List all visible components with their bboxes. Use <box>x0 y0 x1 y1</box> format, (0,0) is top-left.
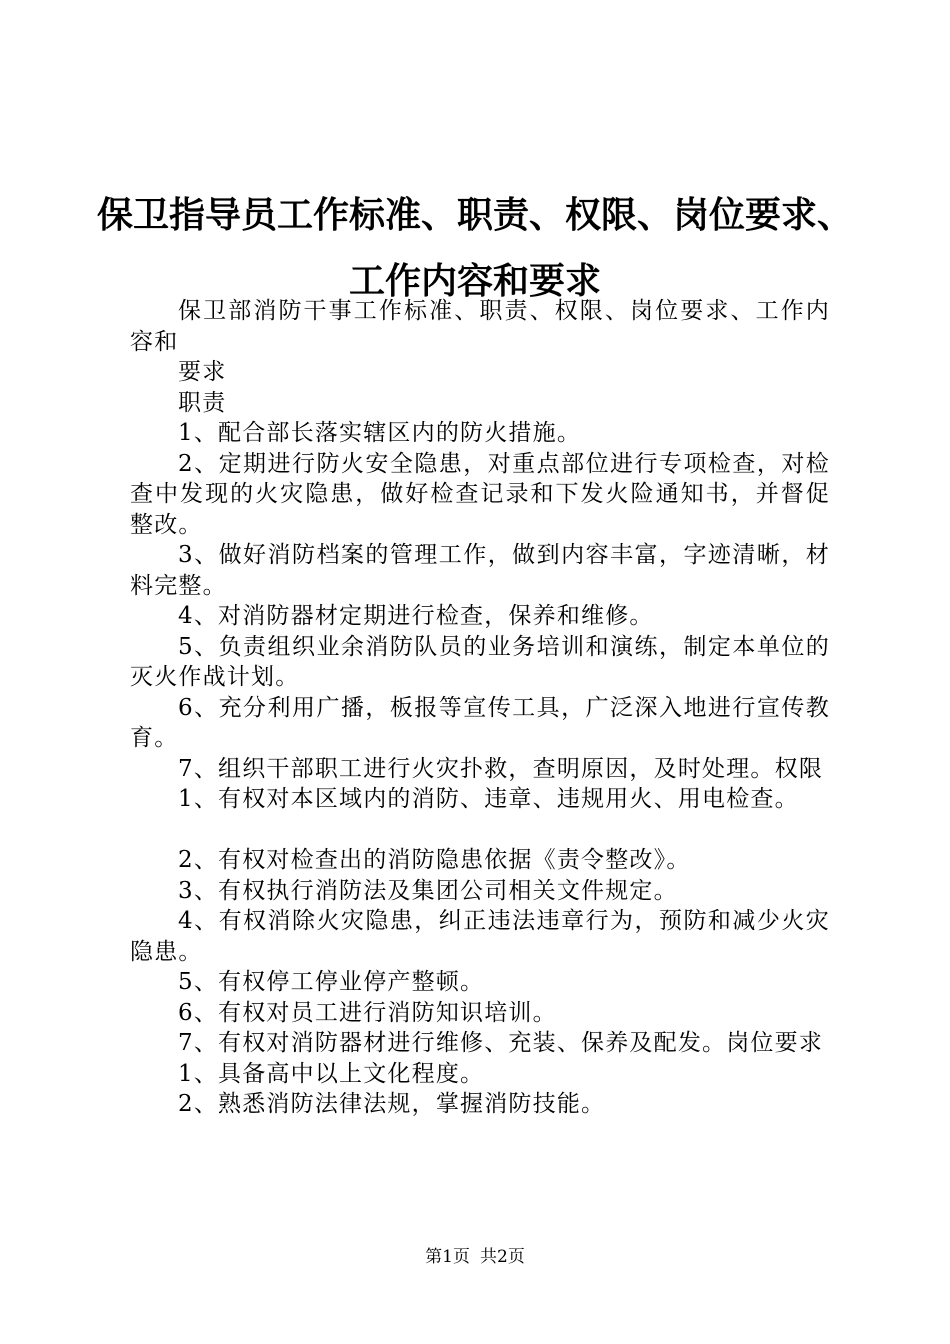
authority-item-1: 1、有权对本区域内的消防、违章、违规用火、用电检查。 <box>178 786 799 812</box>
document-title <box>90 182 860 314</box>
authority-item-2: 2、有权对检查出的消防隐患依据《责令整改》。 <box>178 847 691 873</box>
paragraph-intro: 保卫部消防干事工作标准、职责、权限、岗位要求、工作内容和 <box>130 298 830 355</box>
duty-item-3: 3、做好消防档案的管理工作，做到内容丰富，字迹清晰，材料完整。 <box>130 542 830 599</box>
requirement-item-2: 2、熟悉消防法律法规，掌握消防技能。 <box>178 1091 606 1117</box>
title-line-2: 工作内容和要求 <box>348 260 601 302</box>
duty-item-7: 7、组织干部职工进行火灾扑救，查明原因，及时处理。权限 <box>178 755 824 782</box>
section-heading-duties: 职责 <box>178 389 227 416</box>
authority-item-5: 5、有权停工停业停产整顿。 <box>178 969 485 995</box>
duty-item-2: 2、定期进行防火安全隐患，对重点部位进行专项检查，对检查中发现的火灾隐患，做好检查记录和下发火险通知书，并督促整改。 <box>130 450 830 538</box>
authority-item-3: 3、有权执行消防法及集团公司相关文件规定。 <box>178 877 678 904</box>
authority-item-7: 7、有权对消防器材进行维修、充装、保养及配发。岗位要求 <box>178 1030 824 1056</box>
page-total: 共2页 <box>480 1247 525 1267</box>
requirement-item-1: 1、具备高中以上文化程度。 <box>178 1060 485 1087</box>
duty-item-5: 5、负责组织业余消防队员的业务培训和演练，制定本单位的灭火作战计划。 <box>130 633 830 690</box>
duty-item-4: 4、对消防器材定期进行检查，保养和维修。 <box>178 603 654 629</box>
authority-item-4: 4、有权消除火灾隐患，纠正违法违章行为，预防和减少火灾隐患。 <box>130 908 830 965</box>
page-footer <box>0 1245 950 1269</box>
document-body <box>130 296 830 1120</box>
authority-item-6: 6、有权对员工进行消防知识培训。 <box>178 999 557 1026</box>
title-line-1: 保卫指导员工作标准、职责、权限、岗位要求、 <box>96 194 853 236</box>
duty-item-1: 1、配合部长落实辖区内的防火措施。 <box>178 420 582 446</box>
duty-item-6: 6、充分利用广播，板报等宣传工具，广泛深入地进行宣传教育。 <box>130 694 830 751</box>
paragraph-intro-cont: 要求 <box>178 359 227 385</box>
page-number: 第1页 <box>425 1247 470 1267</box>
